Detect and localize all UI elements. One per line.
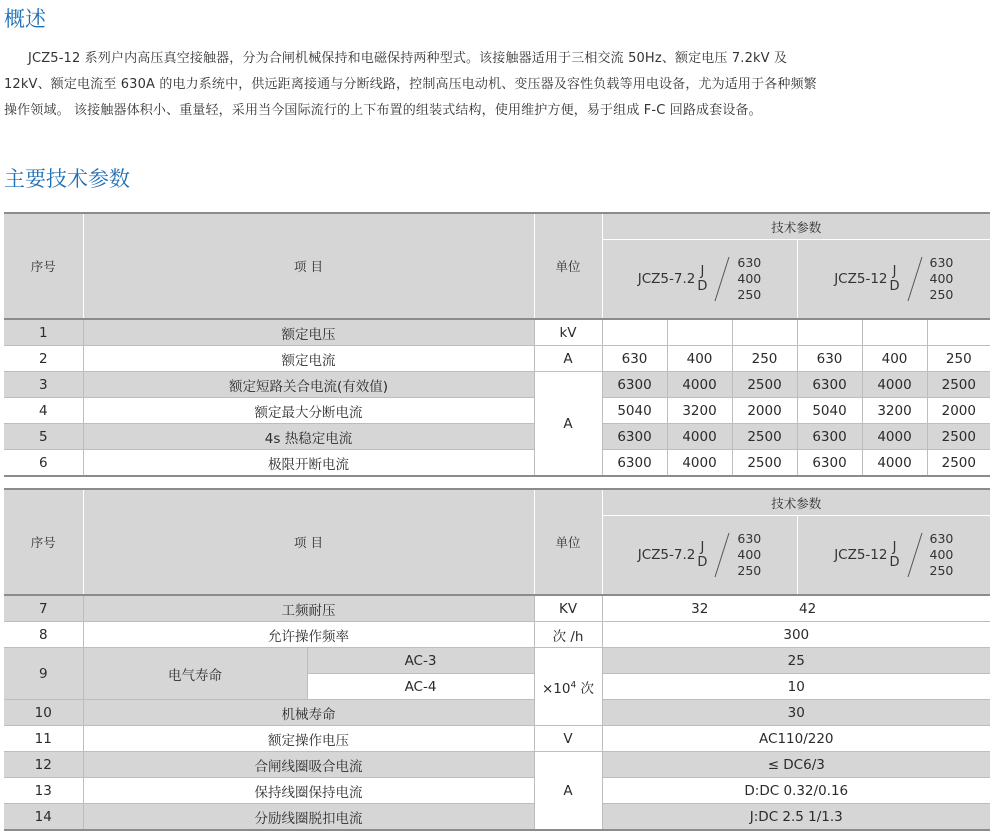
- j-label: J: [700, 540, 705, 556]
- row-value: [927, 319, 990, 346]
- table-row: [4, 700, 990, 726]
- d-label: D: [697, 279, 708, 295]
- model-name: JCZ5-12: [834, 547, 888, 564]
- row-no: 6: [4, 450, 83, 477]
- header-model-7-2: [602, 240, 797, 319]
- header-item: 项 目: [83, 489, 534, 595]
- j-label: J: [892, 264, 897, 280]
- spec-table-1: [4, 212, 990, 477]
- row-value: ≤ DC6/3: [602, 752, 990, 778]
- rating-value: 250: [929, 287, 954, 303]
- row-value: 6300: [602, 372, 667, 398]
- row-no: 12: [4, 752, 83, 778]
- row-value: 4000: [667, 424, 732, 450]
- header-model-12: [797, 516, 990, 595]
- table-row: [4, 346, 990, 372]
- rating-value: 400: [929, 271, 954, 287]
- row-no: 13: [4, 778, 83, 804]
- d-label: D: [889, 555, 900, 571]
- row-no: 14: [4, 804, 83, 831]
- row-item: 4s 热稳定电流: [83, 424, 534, 450]
- table-row: [4, 398, 990, 424]
- specs-title: 主要技术参数: [4, 167, 130, 191]
- row-unit: A: [534, 346, 602, 372]
- header-unit: 单位: [534, 213, 602, 319]
- row-item: 额定短路关合电流(有效值): [83, 372, 534, 398]
- slash-divider: [713, 256, 731, 302]
- table-row: [4, 595, 990, 622]
- rating-value: 630: [929, 255, 954, 271]
- header-no: 序号: [4, 213, 83, 319]
- row-value: 3200: [862, 398, 927, 424]
- row-value: 2500: [927, 424, 990, 450]
- rating-value: 630: [737, 531, 762, 547]
- rating-value: 250: [929, 563, 954, 579]
- row-no: 1: [4, 319, 83, 346]
- header-params: 技术参数: [602, 489, 990, 516]
- row-item: 额定最大分断电流: [83, 398, 534, 424]
- row-item: 电气寿命: [83, 648, 307, 700]
- unit-life-exp: 4: [570, 680, 577, 690]
- header-model-7-2: [602, 516, 797, 595]
- row-value: 2500: [732, 450, 797, 477]
- row-value: 5040: [602, 398, 667, 424]
- table-row: [4, 622, 990, 648]
- row-value: 4000: [862, 424, 927, 450]
- slash-divider: [713, 532, 731, 578]
- row-no: 8: [4, 622, 83, 648]
- row-unit: KV: [534, 595, 602, 622]
- row-value: 300: [602, 622, 990, 648]
- overview-line: 操作领域。 该接触器体积小、重量轻，采用当今国际流行的上下布置的组装式结构，使用维护方便，易于组成 F-C 回路成套设备。: [4, 103, 762, 118]
- merged-unit: A: [534, 372, 602, 477]
- table-row: [4, 726, 990, 752]
- row-subitem: AC-4: [307, 674, 534, 700]
- row-item: 允许操作频率: [83, 622, 534, 648]
- row-value: 42: [797, 595, 990, 622]
- row-item: 工频耐压: [83, 595, 534, 622]
- row-value: 630: [797, 346, 862, 372]
- header-no: 序号: [4, 489, 83, 595]
- table-row: [4, 424, 990, 450]
- row-value: 2500: [732, 372, 797, 398]
- row-value: 5040: [797, 398, 862, 424]
- row-value: [602, 319, 667, 346]
- row-value: [667, 319, 732, 346]
- row-value: 400: [667, 346, 732, 372]
- rating-value: 400: [737, 547, 762, 563]
- row-value: 4000: [862, 372, 927, 398]
- row-value: 4000: [862, 450, 927, 477]
- overview-line: JCZ5-12 系列户内高压真空接触器，分为合闸机械保持和电磁保持两种型式。该接触器适用于三相交流 50Hz、额定电压 7.2kV 及: [28, 51, 788, 66]
- merged-unit-life: [534, 648, 602, 726]
- row-value: 25: [602, 648, 990, 674]
- row-value: 6300: [797, 424, 862, 450]
- rating-value: 250: [737, 287, 762, 303]
- row-value: 6300: [797, 450, 862, 477]
- overview-title: 概述: [4, 7, 46, 31]
- row-subitem: AC-3: [307, 648, 534, 674]
- spec-table-2: [4, 488, 990, 831]
- header-item: 项 目: [83, 213, 534, 319]
- rating-value: 630: [737, 255, 762, 271]
- table-row: [4, 372, 990, 398]
- row-no: 10: [4, 700, 83, 726]
- row-value: 2500: [732, 424, 797, 450]
- row-item: 合闸线圈吸合电流: [83, 752, 534, 778]
- row-value: 10: [602, 674, 990, 700]
- row-value: 32: [602, 595, 797, 622]
- j-label: J: [700, 264, 705, 280]
- row-item: 额定电压: [83, 319, 534, 346]
- row-no: 5: [4, 424, 83, 450]
- header-model-12: [797, 240, 990, 319]
- table-row: [4, 752, 990, 778]
- row-value: 30: [602, 700, 990, 726]
- row-value: 3200: [667, 398, 732, 424]
- unit-life-prefix: ×10: [542, 680, 571, 697]
- row-value: AC110/220: [602, 726, 990, 752]
- rating-value: 400: [929, 547, 954, 563]
- overview-line: 12kV、额定电流至 630A 的电力系统中，供远距离接通与分断线路，控制高压电动机、变压器及容性负载等用电设备，尤为适用于各种频繁: [4, 77, 817, 92]
- row-value: 2500: [927, 450, 990, 477]
- row-value: 4000: [667, 450, 732, 477]
- d-label: D: [697, 555, 708, 571]
- table-row: [4, 804, 990, 831]
- row-value: 250: [732, 346, 797, 372]
- row-item: 额定操作电压: [83, 726, 534, 752]
- row-no: 7: [4, 595, 83, 622]
- row-value: 2000: [732, 398, 797, 424]
- rating-value: 630: [929, 531, 954, 547]
- row-no: 2: [4, 346, 83, 372]
- overview-paragraph: [4, 46, 990, 124]
- table-row: [4, 450, 990, 477]
- row-item: 额定电流: [83, 346, 534, 372]
- row-item: 机械寿命: [83, 700, 534, 726]
- row-value: 6300: [602, 450, 667, 477]
- slash-divider: [906, 256, 924, 302]
- j-label: J: [892, 540, 897, 556]
- rating-value: 400: [737, 271, 762, 287]
- row-value: 400: [862, 346, 927, 372]
- row-no: 4: [4, 398, 83, 424]
- row-unit: kV: [534, 319, 602, 346]
- row-value: 4000: [667, 372, 732, 398]
- row-value: 6300: [797, 372, 862, 398]
- row-unit: 次 /h: [534, 622, 602, 648]
- table-row: [4, 319, 990, 346]
- row-value: 2000: [927, 398, 990, 424]
- unit-life-suffix: 次: [576, 680, 595, 697]
- rating-value: 250: [737, 563, 762, 579]
- table-row: [4, 648, 990, 674]
- model-name: JCZ5-7.2: [637, 547, 696, 564]
- row-item: 极限开断电流: [83, 450, 534, 477]
- row-value: D:DC 0.32/0.16: [602, 778, 990, 804]
- row-no: 9: [4, 648, 83, 700]
- header-params: 技术参数: [602, 213, 990, 240]
- row-value: 2500: [927, 372, 990, 398]
- table-row: [4, 778, 990, 804]
- model-name: JCZ5-7.2: [637, 271, 696, 288]
- row-item: 保持线圈保持电流: [83, 778, 534, 804]
- row-unit: V: [534, 726, 602, 752]
- row-no: 11: [4, 726, 83, 752]
- header-unit: 单位: [534, 489, 602, 595]
- row-no: 3: [4, 372, 83, 398]
- d-label: D: [889, 279, 900, 295]
- row-value: J:DC 2.5 1/1.3: [602, 804, 990, 831]
- row-value: 250: [927, 346, 990, 372]
- slash-divider: [906, 532, 924, 578]
- model-name: JCZ5-12: [834, 271, 888, 288]
- merged-unit: A: [534, 752, 602, 831]
- row-item: 分励线圈脱扣电流: [83, 804, 534, 831]
- row-value: 6300: [602, 424, 667, 450]
- row-value: [862, 319, 927, 346]
- row-value: [732, 319, 797, 346]
- row-value: 630: [602, 346, 667, 372]
- row-value: [797, 319, 862, 346]
